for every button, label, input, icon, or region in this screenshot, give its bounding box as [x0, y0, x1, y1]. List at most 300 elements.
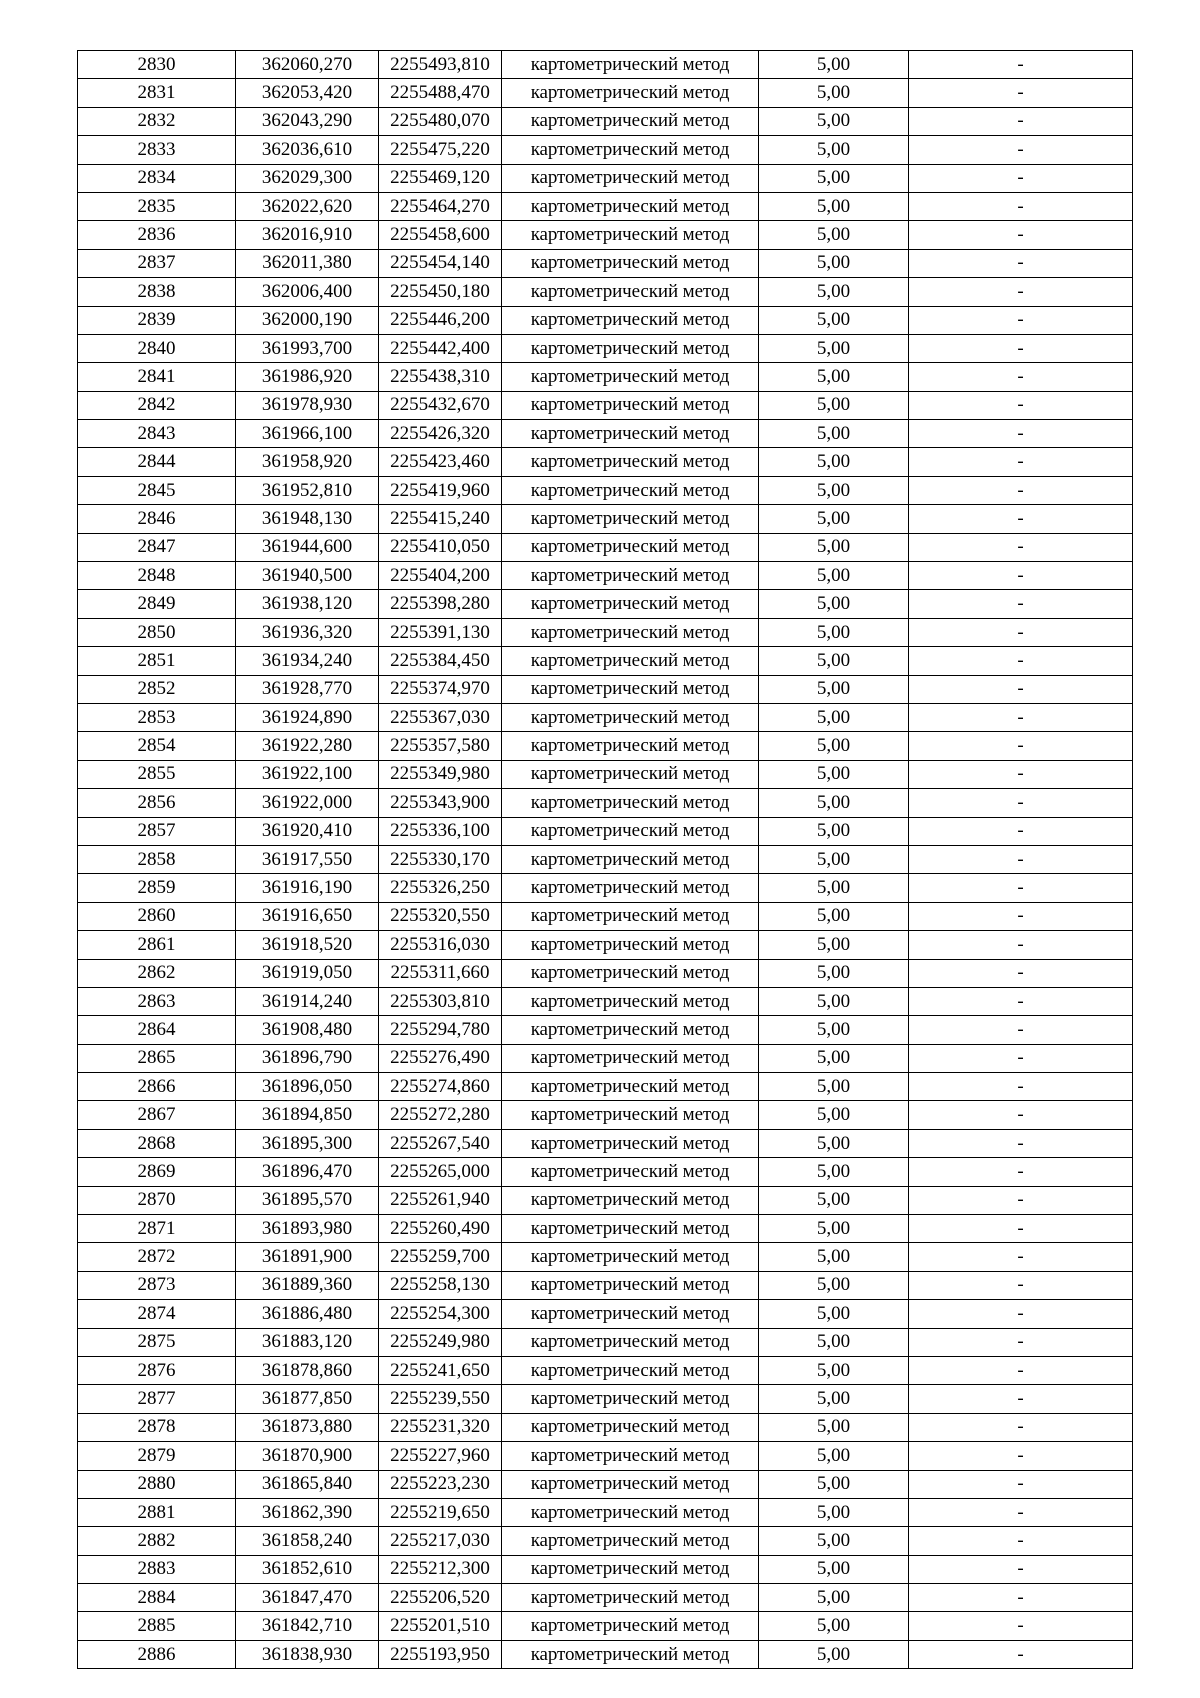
y-coordinate-cell: 2255261,940	[379, 1186, 502, 1214]
description-cell: -	[909, 107, 1133, 135]
x-coordinate-cell: 361865,840	[236, 1470, 379, 1498]
table-row	[78, 448, 1133, 476]
x-coordinate-cell: 361917,550	[236, 845, 379, 873]
x-coordinate-cell: 361889,360	[236, 1271, 379, 1299]
accuracy-cell: 5,00	[759, 1555, 909, 1583]
point-number-cell: 2882	[78, 1527, 236, 1555]
x-coordinate-cell: 362006,400	[236, 278, 379, 306]
y-coordinate-cell: 2255294,780	[379, 1016, 502, 1044]
description-cell: -	[909, 987, 1133, 1015]
description-cell: -	[909, 902, 1133, 930]
x-coordinate-cell: 361924,890	[236, 703, 379, 731]
accuracy-cell: 5,00	[759, 164, 909, 192]
method-cell: картометрический метод	[502, 874, 759, 902]
y-coordinate-cell: 2255249,980	[379, 1328, 502, 1356]
point-number-cell: 2856	[78, 789, 236, 817]
method-cell: картометрический метод	[502, 590, 759, 618]
description-cell: -	[909, 505, 1133, 533]
point-number-cell: 2880	[78, 1470, 236, 1498]
table-row	[78, 647, 1133, 675]
description-cell: -	[909, 1356, 1133, 1384]
table-row	[78, 845, 1133, 873]
y-coordinate-cell: 2255272,280	[379, 1101, 502, 1129]
table-row	[78, 278, 1133, 306]
x-coordinate-cell: 362036,610	[236, 136, 379, 164]
description-cell: -	[909, 391, 1133, 419]
description-cell: -	[909, 1016, 1133, 1044]
description-cell: -	[909, 1158, 1133, 1186]
method-cell: картометрический метод	[502, 1612, 759, 1640]
accuracy-cell: 5,00	[759, 618, 909, 646]
y-coordinate-cell: 2255446,200	[379, 306, 502, 334]
y-coordinate-cell: 2255432,670	[379, 391, 502, 419]
y-coordinate-cell: 2255201,510	[379, 1612, 502, 1640]
accuracy-cell: 5,00	[759, 1356, 909, 1384]
x-coordinate-cell: 362016,910	[236, 221, 379, 249]
y-coordinate-cell: 2255320,550	[379, 902, 502, 930]
table-row	[78, 817, 1133, 845]
description-cell: -	[909, 675, 1133, 703]
table-row	[78, 1413, 1133, 1441]
point-number-cell: 2867	[78, 1101, 236, 1129]
table-row	[78, 1498, 1133, 1526]
x-coordinate-cell: 361896,470	[236, 1158, 379, 1186]
x-coordinate-cell: 361896,050	[236, 1073, 379, 1101]
x-coordinate-cell: 361966,100	[236, 420, 379, 448]
table-row	[78, 1612, 1133, 1640]
point-number-cell: 2848	[78, 562, 236, 590]
table-row	[78, 1584, 1133, 1612]
table-row	[78, 675, 1133, 703]
accuracy-cell: 5,00	[759, 1073, 909, 1101]
x-coordinate-cell: 362053,420	[236, 79, 379, 107]
x-coordinate-cell: 361922,000	[236, 789, 379, 817]
y-coordinate-cell: 2255442,400	[379, 334, 502, 362]
accuracy-cell: 5,00	[759, 1016, 909, 1044]
y-coordinate-cell: 2255475,220	[379, 136, 502, 164]
point-number-cell: 2842	[78, 391, 236, 419]
point-number-cell: 2881	[78, 1498, 236, 1526]
x-coordinate-cell: 361908,480	[236, 1016, 379, 1044]
method-cell: картометрический метод	[502, 1640, 759, 1668]
method-cell: картометрический метод	[502, 845, 759, 873]
accuracy-cell: 5,00	[759, 789, 909, 817]
table-row	[78, 987, 1133, 1015]
accuracy-cell: 5,00	[759, 902, 909, 930]
table-row	[78, 1073, 1133, 1101]
point-number-cell: 2869	[78, 1158, 236, 1186]
y-coordinate-cell: 2255241,650	[379, 1356, 502, 1384]
accuracy-cell: 5,00	[759, 107, 909, 135]
method-cell: картометрический метод	[502, 789, 759, 817]
accuracy-cell: 5,00	[759, 249, 909, 277]
x-coordinate-cell: 361922,100	[236, 760, 379, 788]
description-cell: -	[909, 164, 1133, 192]
accuracy-cell: 5,00	[759, 1328, 909, 1356]
point-number-cell: 2885	[78, 1612, 236, 1640]
y-coordinate-cell: 2255458,600	[379, 221, 502, 249]
accuracy-cell: 5,00	[759, 51, 909, 79]
accuracy-cell: 5,00	[759, 420, 909, 448]
method-cell: картометрический метод	[502, 1442, 759, 1470]
x-coordinate-cell: 361893,980	[236, 1215, 379, 1243]
table-row	[78, 476, 1133, 504]
x-coordinate-cell: 362060,270	[236, 51, 379, 79]
table-row	[78, 1640, 1133, 1668]
x-coordinate-cell: 361978,930	[236, 391, 379, 419]
description-cell: -	[909, 1101, 1133, 1129]
accuracy-cell: 5,00	[759, 1640, 909, 1668]
y-coordinate-cell: 2255336,100	[379, 817, 502, 845]
point-number-cell: 2852	[78, 675, 236, 703]
description-cell: -	[909, 817, 1133, 845]
y-coordinate-cell: 2255410,050	[379, 533, 502, 561]
table-row	[78, 79, 1133, 107]
accuracy-cell: 5,00	[759, 647, 909, 675]
x-coordinate-cell: 361914,240	[236, 987, 379, 1015]
method-cell: картометрический метод	[502, 51, 759, 79]
point-number-cell: 2875	[78, 1328, 236, 1356]
x-coordinate-cell: 362011,380	[236, 249, 379, 277]
table-row	[78, 1328, 1133, 1356]
point-number-cell: 2845	[78, 476, 236, 504]
table-row	[78, 618, 1133, 646]
accuracy-cell: 5,00	[759, 1271, 909, 1299]
accuracy-cell: 5,00	[759, 703, 909, 731]
y-coordinate-cell: 2255349,980	[379, 760, 502, 788]
method-cell: картометрический метод	[502, 1555, 759, 1583]
method-cell: картометрический метод	[502, 249, 759, 277]
x-coordinate-cell: 361948,130	[236, 505, 379, 533]
table-row	[78, 1385, 1133, 1413]
accuracy-cell: 5,00	[759, 79, 909, 107]
description-cell: -	[909, 590, 1133, 618]
method-cell: картометрический метод	[502, 1300, 759, 1328]
method-cell: картометрический метод	[502, 1073, 759, 1101]
method-cell: картометрический метод	[502, 1044, 759, 1072]
method-cell: картометрический метод	[502, 647, 759, 675]
description-cell: -	[909, 1385, 1133, 1413]
description-cell: -	[909, 1073, 1133, 1101]
table-row	[78, 505, 1133, 533]
description-cell: -	[909, 760, 1133, 788]
description-cell: -	[909, 845, 1133, 873]
point-number-cell: 2864	[78, 1016, 236, 1044]
method-cell: картометрический метод	[502, 1215, 759, 1243]
y-coordinate-cell: 2255469,120	[379, 164, 502, 192]
x-coordinate-cell: 362000,190	[236, 306, 379, 334]
point-number-cell: 2846	[78, 505, 236, 533]
point-number-cell: 2886	[78, 1640, 236, 1668]
description-cell: -	[909, 1186, 1133, 1214]
y-coordinate-cell: 2255231,320	[379, 1413, 502, 1441]
description-cell: -	[909, 1215, 1133, 1243]
y-coordinate-cell: 2255438,310	[379, 363, 502, 391]
y-coordinate-cell: 2255223,230	[379, 1470, 502, 1498]
table-row	[78, 391, 1133, 419]
coordinates-table-body	[78, 51, 1133, 1669]
accuracy-cell: 5,00	[759, 448, 909, 476]
description-cell: -	[909, 1243, 1133, 1271]
y-coordinate-cell: 2255415,240	[379, 505, 502, 533]
y-coordinate-cell: 2255343,900	[379, 789, 502, 817]
description-cell: -	[909, 533, 1133, 561]
y-coordinate-cell: 2255254,300	[379, 1300, 502, 1328]
table-row	[78, 1300, 1133, 1328]
method-cell: картометрический метод	[502, 476, 759, 504]
y-coordinate-cell: 2255316,030	[379, 931, 502, 959]
point-number-cell: 2833	[78, 136, 236, 164]
description-cell: -	[909, 334, 1133, 362]
y-coordinate-cell: 2255454,140	[379, 249, 502, 277]
accuracy-cell: 5,00	[759, 306, 909, 334]
point-number-cell: 2832	[78, 107, 236, 135]
method-cell: картометрический метод	[502, 562, 759, 590]
point-number-cell: 2876	[78, 1356, 236, 1384]
point-number-cell: 2865	[78, 1044, 236, 1072]
description-cell: -	[909, 221, 1133, 249]
y-coordinate-cell: 2255367,030	[379, 703, 502, 731]
table-row	[78, 1215, 1133, 1243]
table-row	[78, 420, 1133, 448]
table-row	[78, 760, 1133, 788]
method-cell: картометрический метод	[502, 334, 759, 362]
y-coordinate-cell: 2255423,460	[379, 448, 502, 476]
point-number-cell: 2860	[78, 902, 236, 930]
y-coordinate-cell: 2255239,550	[379, 1385, 502, 1413]
table-row	[78, 363, 1133, 391]
method-cell: картометрический метод	[502, 136, 759, 164]
table-row	[78, 1044, 1133, 1072]
table-row	[78, 1243, 1133, 1271]
point-number-cell: 2871	[78, 1215, 236, 1243]
accuracy-cell: 5,00	[759, 1498, 909, 1526]
x-coordinate-cell: 361852,610	[236, 1555, 379, 1583]
description-cell: -	[909, 931, 1133, 959]
x-coordinate-cell: 361895,300	[236, 1129, 379, 1157]
description-cell: -	[909, 1584, 1133, 1612]
y-coordinate-cell: 2255217,030	[379, 1527, 502, 1555]
x-coordinate-cell: 361862,390	[236, 1498, 379, 1526]
x-coordinate-cell: 361940,500	[236, 562, 379, 590]
table-row	[78, 902, 1133, 930]
table-row	[78, 533, 1133, 561]
point-number-cell: 2884	[78, 1584, 236, 1612]
accuracy-cell: 5,00	[759, 959, 909, 987]
point-number-cell: 2866	[78, 1073, 236, 1101]
x-coordinate-cell: 362029,300	[236, 164, 379, 192]
y-coordinate-cell: 2255267,540	[379, 1129, 502, 1157]
table-row	[78, 1016, 1133, 1044]
method-cell: картометрический метод	[502, 1271, 759, 1299]
method-cell: картометрический метод	[502, 1328, 759, 1356]
table-row	[78, 703, 1133, 731]
point-number-cell: 2831	[78, 79, 236, 107]
x-coordinate-cell: 361896,790	[236, 1044, 379, 1072]
method-cell: картометрический метод	[502, 1016, 759, 1044]
method-cell: картометрический метод	[502, 618, 759, 646]
point-number-cell: 2830	[78, 51, 236, 79]
description-cell: -	[909, 79, 1133, 107]
description-cell: -	[909, 1271, 1133, 1299]
method-cell: картометрический метод	[502, 363, 759, 391]
table-row	[78, 732, 1133, 760]
accuracy-cell: 5,00	[759, 1101, 909, 1129]
table-row	[78, 874, 1133, 902]
description-cell: -	[909, 789, 1133, 817]
table-row	[78, 164, 1133, 192]
table-row	[78, 789, 1133, 817]
table-row	[78, 306, 1133, 334]
y-coordinate-cell: 2255398,280	[379, 590, 502, 618]
y-coordinate-cell: 2255258,130	[379, 1271, 502, 1299]
accuracy-cell: 5,00	[759, 987, 909, 1015]
accuracy-cell: 5,00	[759, 278, 909, 306]
y-coordinate-cell: 2255259,700	[379, 1243, 502, 1271]
point-number-cell: 2859	[78, 874, 236, 902]
y-coordinate-cell: 2255384,450	[379, 647, 502, 675]
accuracy-cell: 5,00	[759, 1442, 909, 1470]
point-number-cell: 2868	[78, 1129, 236, 1157]
description-cell: -	[909, 306, 1133, 334]
x-coordinate-cell: 361952,810	[236, 476, 379, 504]
x-coordinate-cell: 361891,900	[236, 1243, 379, 1271]
description-cell: -	[909, 249, 1133, 277]
x-coordinate-cell: 361838,930	[236, 1640, 379, 1668]
accuracy-cell: 5,00	[759, 505, 909, 533]
method-cell: картометрический метод	[502, 448, 759, 476]
description-cell: -	[909, 562, 1133, 590]
point-number-cell: 2840	[78, 334, 236, 362]
description-cell: -	[909, 363, 1133, 391]
method-cell: картометрический метод	[502, 107, 759, 135]
y-coordinate-cell: 2255374,970	[379, 675, 502, 703]
point-number-cell: 2850	[78, 618, 236, 646]
description-cell: -	[909, 874, 1133, 902]
description-cell: -	[909, 1413, 1133, 1441]
point-number-cell: 2841	[78, 363, 236, 391]
accuracy-cell: 5,00	[759, 590, 909, 618]
y-coordinate-cell: 2255426,320	[379, 420, 502, 448]
point-number-cell: 2861	[78, 931, 236, 959]
y-coordinate-cell: 2255404,200	[379, 562, 502, 590]
y-coordinate-cell: 2255493,810	[379, 51, 502, 79]
x-coordinate-cell: 361919,050	[236, 959, 379, 987]
accuracy-cell: 5,00	[759, 533, 909, 561]
x-coordinate-cell: 361916,650	[236, 902, 379, 930]
description-cell: -	[909, 1470, 1133, 1498]
x-coordinate-cell: 361894,850	[236, 1101, 379, 1129]
accuracy-cell: 5,00	[759, 1612, 909, 1640]
x-coordinate-cell: 361918,520	[236, 931, 379, 959]
table-row	[78, 1442, 1133, 1470]
point-number-cell: 2849	[78, 590, 236, 618]
y-coordinate-cell: 2255274,860	[379, 1073, 502, 1101]
x-coordinate-cell: 361934,240	[236, 647, 379, 675]
method-cell: картометрический метод	[502, 533, 759, 561]
x-coordinate-cell: 361993,700	[236, 334, 379, 362]
point-number-cell: 2863	[78, 987, 236, 1015]
table-row	[78, 590, 1133, 618]
accuracy-cell: 5,00	[759, 1129, 909, 1157]
accuracy-cell: 5,00	[759, 1584, 909, 1612]
description-cell: -	[909, 1527, 1133, 1555]
point-number-cell: 2879	[78, 1442, 236, 1470]
description-cell: -	[909, 1442, 1133, 1470]
point-number-cell: 2837	[78, 249, 236, 277]
table-row	[78, 1271, 1133, 1299]
method-cell: картометрический метод	[502, 732, 759, 760]
point-number-cell: 2873	[78, 1271, 236, 1299]
y-coordinate-cell: 2255303,810	[379, 987, 502, 1015]
accuracy-cell: 5,00	[759, 1158, 909, 1186]
description-cell: -	[909, 420, 1133, 448]
accuracy-cell: 5,00	[759, 931, 909, 959]
x-coordinate-cell: 361847,470	[236, 1584, 379, 1612]
x-coordinate-cell: 361936,320	[236, 618, 379, 646]
accuracy-cell: 5,00	[759, 476, 909, 504]
accuracy-cell: 5,00	[759, 1527, 909, 1555]
description-cell: -	[909, 1300, 1133, 1328]
y-coordinate-cell: 2255450,180	[379, 278, 502, 306]
method-cell: картометрический метод	[502, 1385, 759, 1413]
method-cell: картометрический метод	[502, 1101, 759, 1129]
accuracy-cell: 5,00	[759, 1215, 909, 1243]
method-cell: картометрический метод	[502, 760, 759, 788]
point-number-cell: 2862	[78, 959, 236, 987]
method-cell: картометрический метод	[502, 1158, 759, 1186]
point-number-cell: 2835	[78, 192, 236, 220]
y-coordinate-cell: 2255419,960	[379, 476, 502, 504]
method-cell: картометрический метод	[502, 1413, 759, 1441]
x-coordinate-cell: 361877,850	[236, 1385, 379, 1413]
method-cell: картометрический метод	[502, 902, 759, 930]
method-cell: картометрический метод	[502, 959, 759, 987]
point-number-cell: 2858	[78, 845, 236, 873]
accuracy-cell: 5,00	[759, 817, 909, 845]
y-coordinate-cell: 2255488,470	[379, 79, 502, 107]
x-coordinate-cell: 361886,480	[236, 1300, 379, 1328]
accuracy-cell: 5,00	[759, 363, 909, 391]
accuracy-cell: 5,00	[759, 391, 909, 419]
point-number-cell: 2878	[78, 1413, 236, 1441]
point-number-cell: 2843	[78, 420, 236, 448]
x-coordinate-cell: 361938,120	[236, 590, 379, 618]
y-coordinate-cell: 2255326,250	[379, 874, 502, 902]
y-coordinate-cell: 2255260,490	[379, 1215, 502, 1243]
accuracy-cell: 5,00	[759, 192, 909, 220]
y-coordinate-cell: 2255480,070	[379, 107, 502, 135]
accuracy-cell: 5,00	[759, 675, 909, 703]
x-coordinate-cell: 362043,290	[236, 107, 379, 135]
description-cell: -	[909, 732, 1133, 760]
point-number-cell: 2851	[78, 647, 236, 675]
accuracy-cell: 5,00	[759, 562, 909, 590]
method-cell: картометрический метод	[502, 164, 759, 192]
method-cell: картометрический метод	[502, 505, 759, 533]
method-cell: картометрический метод	[502, 1498, 759, 1526]
description-cell: -	[909, 1328, 1133, 1356]
table-row	[78, 1356, 1133, 1384]
method-cell: картометрический метод	[502, 675, 759, 703]
accuracy-cell: 5,00	[759, 136, 909, 164]
description-cell: -	[909, 703, 1133, 731]
x-coordinate-cell: 361873,880	[236, 1413, 379, 1441]
coordinates-table	[77, 50, 1133, 1669]
table-row	[78, 136, 1133, 164]
method-cell: картометрический метод	[502, 79, 759, 107]
point-number-cell: 2844	[78, 448, 236, 476]
